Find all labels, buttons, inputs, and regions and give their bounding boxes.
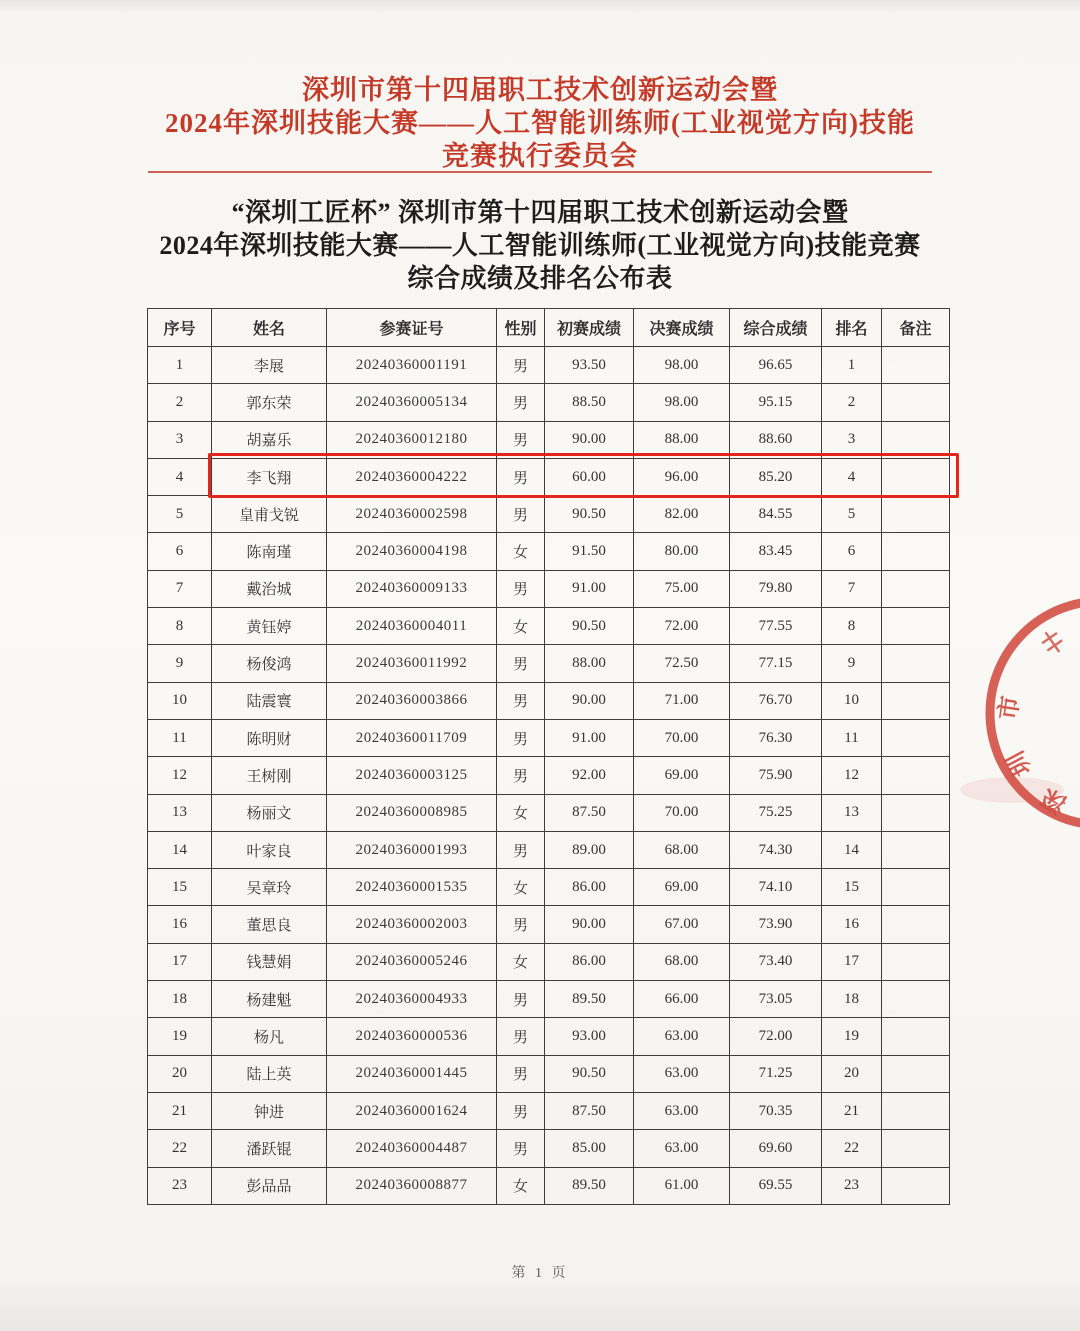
prelim-score-cell: 90.50: [545, 1055, 634, 1092]
letterhead-line-1: 深圳市第十四届职工技术创新运动会暨: [302, 75, 778, 105]
document-title: [0, 196, 1080, 295]
final-score-cell: 67.00: [634, 906, 730, 943]
overall-score-cell: 84.55: [730, 496, 822, 533]
overall-score-cell: 73.40: [730, 943, 822, 980]
gender-cell: 男: [497, 1092, 545, 1129]
overall-score-cell: 70.35: [730, 1092, 822, 1129]
prelim-score-cell: 89.00: [545, 831, 634, 868]
column-header: 姓名: [212, 309, 327, 347]
name-cell: 叶家良: [212, 831, 327, 868]
name-cell: 胡嘉乐: [212, 421, 327, 458]
rank-cell: 9: [822, 645, 882, 682]
prelim-score-cell: 90.50: [545, 496, 634, 533]
column-header: 决赛成绩: [634, 309, 730, 347]
id-cell: 20240360001191: [327, 347, 497, 384]
id-cell: 20240360004487: [327, 1130, 497, 1167]
remark-cell: [882, 608, 950, 645]
remark-cell: [882, 719, 950, 756]
table-header-row: [148, 309, 950, 347]
remark-cell: [882, 384, 950, 421]
remark-cell: [882, 347, 950, 384]
remark-cell: [882, 1092, 950, 1129]
name-cell: 吴章玲: [212, 869, 327, 906]
table-row: [148, 869, 950, 906]
table-row: [148, 1092, 950, 1129]
remark-cell: [882, 1130, 950, 1167]
id-cell: 20240360003125: [327, 757, 497, 794]
prelim-score-cell: 60.00: [545, 458, 634, 495]
final-score-cell: 63.00: [634, 1018, 730, 1055]
prelim-score-cell: 89.50: [545, 981, 634, 1018]
serial-cell: 16: [148, 906, 212, 943]
table-body: [148, 347, 950, 1205]
letterhead: [0, 74, 1080, 173]
table-row: [148, 794, 950, 831]
prelim-score-cell: 86.00: [545, 943, 634, 980]
serial-cell: 20: [148, 1055, 212, 1092]
name-cell: 皇甫戈锐: [212, 496, 327, 533]
title-line-3: 综合成绩及排名公布表: [407, 264, 673, 293]
final-score-cell: 80.00: [634, 533, 730, 570]
id-cell: 20240360001624: [327, 1092, 497, 1129]
gender-cell: 女: [497, 608, 545, 645]
final-score-cell: 68.00: [634, 943, 730, 980]
final-score-cell: 96.00: [634, 458, 730, 495]
remark-cell: [882, 906, 950, 943]
final-score-cell: 63.00: [634, 1130, 730, 1167]
rank-cell: 11: [822, 719, 882, 756]
remark-cell: [882, 794, 950, 831]
serial-cell: 1: [148, 347, 212, 384]
letterhead-line-2: 2024年深圳技能大赛——人工智能训练师(工业视觉方向)技能: [165, 108, 915, 138]
table-row: [148, 1018, 950, 1055]
gender-cell: 男: [497, 981, 545, 1018]
serial-cell: 3: [148, 421, 212, 458]
remark-cell: [882, 757, 950, 794]
id-cell: 20240360012180: [327, 421, 497, 458]
name-cell: 董思良: [212, 906, 327, 943]
rank-cell: 23: [822, 1167, 882, 1204]
table-row: [148, 682, 950, 719]
name-cell: 陈明财: [212, 719, 327, 756]
serial-cell: 12: [148, 757, 212, 794]
serial-cell: 6: [148, 533, 212, 570]
official-stamp: [950, 585, 1080, 845]
gender-cell: 男: [497, 496, 545, 533]
gender-cell: 男: [497, 384, 545, 421]
name-cell: 陆震寰: [212, 682, 327, 719]
serial-cell: 13: [148, 794, 212, 831]
gender-cell: 男: [497, 719, 545, 756]
rank-cell: 15: [822, 869, 882, 906]
table-row: [148, 496, 950, 533]
name-cell: 陈南瑾: [212, 533, 327, 570]
final-score-cell: 63.00: [634, 1092, 730, 1129]
column-header: 参赛证号: [327, 309, 497, 347]
serial-cell: 23: [148, 1167, 212, 1204]
prelim-score-cell: 91.50: [545, 533, 634, 570]
prelim-score-cell: 85.00: [545, 1130, 634, 1167]
serial-cell: 19: [148, 1018, 212, 1055]
gender-cell: 男: [497, 458, 545, 495]
name-cell: 杨凡: [212, 1018, 327, 1055]
rank-cell: 2: [822, 384, 882, 421]
name-cell: 杨建魁: [212, 981, 327, 1018]
rank-cell: 19: [822, 1018, 882, 1055]
table-row: [148, 1167, 950, 1204]
rank-cell: 10: [822, 682, 882, 719]
id-cell: 20240360011992: [327, 645, 497, 682]
name-cell: 杨俊鸿: [212, 645, 327, 682]
stamp-char: 市: [995, 694, 1025, 722]
remark-cell: [882, 496, 950, 533]
prelim-score-cell: 90.50: [545, 608, 634, 645]
gender-cell: 男: [497, 1130, 545, 1167]
serial-cell: 21: [148, 1092, 212, 1129]
overall-score-cell: 95.15: [730, 384, 822, 421]
remark-cell: [882, 645, 950, 682]
rank-cell: 22: [822, 1130, 882, 1167]
id-cell: 20240360011709: [327, 719, 497, 756]
table-row: [148, 608, 950, 645]
gender-cell: 男: [497, 757, 545, 794]
final-score-cell: 69.00: [634, 757, 730, 794]
gender-cell: 女: [497, 943, 545, 980]
name-cell: 潘跃锟: [212, 1130, 327, 1167]
remark-cell: [882, 981, 950, 1018]
rank-cell: 17: [822, 943, 882, 980]
overall-score-cell: 75.25: [730, 794, 822, 831]
title-line-1: “深圳工匠杯” 深圳市第十四届职工技术创新运动会暨: [231, 198, 849, 227]
gender-cell: 男: [497, 645, 545, 682]
prelim-score-cell: 91.00: [545, 570, 634, 607]
overall-score-cell: 79.80: [730, 570, 822, 607]
table-row: [148, 906, 950, 943]
table-row: [148, 1055, 950, 1092]
table-row: [148, 719, 950, 756]
remark-cell: [882, 421, 950, 458]
serial-cell: 10: [148, 682, 212, 719]
rank-cell: 18: [822, 981, 882, 1018]
rank-cell: 7: [822, 570, 882, 607]
gender-cell: 男: [497, 1055, 545, 1092]
table-row: [148, 421, 950, 458]
id-cell: 20240360001993: [327, 831, 497, 868]
gender-cell: 女: [497, 794, 545, 831]
column-header: 性别: [497, 309, 545, 347]
final-score-cell: 98.00: [634, 347, 730, 384]
final-score-cell: 63.00: [634, 1055, 730, 1092]
rank-cell: 21: [822, 1092, 882, 1129]
rank-cell: 1: [822, 347, 882, 384]
letterhead-line-3: 竞赛执行委员会: [442, 141, 638, 171]
final-score-cell: 72.50: [634, 645, 730, 682]
gender-cell: 男: [497, 347, 545, 384]
remark-cell: [882, 831, 950, 868]
remark-cell: [882, 1018, 950, 1055]
remark-cell: [882, 943, 950, 980]
table-row: [148, 1130, 950, 1167]
rank-cell: 16: [822, 906, 882, 943]
remark-cell: [882, 533, 950, 570]
id-cell: 20240360004011: [327, 608, 497, 645]
serial-cell: 14: [148, 831, 212, 868]
column-header: 综合成绩: [730, 309, 822, 347]
gender-cell: 男: [497, 831, 545, 868]
id-cell: 20240360008985: [327, 794, 497, 831]
overall-score-cell: 74.30: [730, 831, 822, 868]
name-cell: 彭品品: [212, 1167, 327, 1204]
name-cell: 黄钰婷: [212, 608, 327, 645]
name-cell: 陆上英: [212, 1055, 327, 1092]
serial-cell: 2: [148, 384, 212, 421]
gender-cell: 男: [497, 570, 545, 607]
column-header: 序号: [148, 309, 212, 347]
overall-score-cell: 83.45: [730, 533, 822, 570]
results-table: [147, 308, 950, 1205]
name-cell: 戴治城: [212, 570, 327, 607]
id-cell: 20240360004933: [327, 981, 497, 1018]
prelim-score-cell: 90.00: [545, 682, 634, 719]
rank-cell: 5: [822, 496, 882, 533]
results-table-wrap: [147, 308, 949, 1205]
name-cell: 钱慧娟: [212, 943, 327, 980]
gender-cell: 男: [497, 1018, 545, 1055]
gender-cell: 男: [497, 421, 545, 458]
id-cell: 20240360005134: [327, 384, 497, 421]
serial-cell: 18: [148, 981, 212, 1018]
table-row: [148, 384, 950, 421]
name-cell: 钟进: [212, 1092, 327, 1129]
remark-cell: [882, 682, 950, 719]
letterhead-divider: [148, 171, 932, 173]
serial-cell: 4: [148, 458, 212, 495]
remark-cell: [882, 458, 950, 495]
final-score-cell: 82.00: [634, 496, 730, 533]
serial-cell: 7: [148, 570, 212, 607]
rank-cell: 20: [822, 1055, 882, 1092]
overall-score-cell: 88.60: [730, 421, 822, 458]
overall-score-cell: 73.05: [730, 981, 822, 1018]
prelim-score-cell: 91.00: [545, 719, 634, 756]
serial-cell: 17: [148, 943, 212, 980]
table-row: [148, 347, 950, 384]
serial-cell: 8: [148, 608, 212, 645]
id-cell: 20240360008877: [327, 1167, 497, 1204]
id-cell: 20240360004198: [327, 533, 497, 570]
table-row: [148, 533, 950, 570]
final-score-cell: 68.00: [634, 831, 730, 868]
prelim-score-cell: 93.00: [545, 1018, 634, 1055]
final-score-cell: 98.00: [634, 384, 730, 421]
overall-score-cell: 73.90: [730, 906, 822, 943]
final-score-cell: 70.00: [634, 719, 730, 756]
overall-score-cell: 76.30: [730, 719, 822, 756]
remark-cell: [882, 869, 950, 906]
final-score-cell: 75.00: [634, 570, 730, 607]
prelim-score-cell: 90.00: [545, 421, 634, 458]
prelim-score-cell: 89.50: [545, 1167, 634, 1204]
rank-cell: 14: [822, 831, 882, 868]
prelim-score-cell: 87.50: [545, 794, 634, 831]
prelim-score-cell: 92.00: [545, 757, 634, 794]
serial-cell: 9: [148, 645, 212, 682]
gender-cell: 女: [497, 1167, 545, 1204]
rank-cell: 4: [822, 458, 882, 495]
id-cell: 20240360003866: [327, 682, 497, 719]
overall-score-cell: 77.55: [730, 608, 822, 645]
name-cell: 郭东荣: [212, 384, 327, 421]
name-cell: 杨丽文: [212, 794, 327, 831]
overall-score-cell: 76.70: [730, 682, 822, 719]
overall-score-cell: 69.60: [730, 1130, 822, 1167]
gender-cell: 女: [497, 869, 545, 906]
id-cell: 20240360002003: [327, 906, 497, 943]
final-score-cell: 88.00: [634, 421, 730, 458]
id-cell: 20240360001445: [327, 1055, 497, 1092]
overall-score-cell: 69.55: [730, 1167, 822, 1204]
remark-cell: [882, 570, 950, 607]
stamp-char: 深: [1037, 782, 1072, 818]
overall-score-cell: 74.10: [730, 869, 822, 906]
final-score-cell: 70.00: [634, 794, 730, 831]
name-cell: 李飞翔: [212, 458, 327, 495]
gender-cell: 男: [497, 682, 545, 719]
table-row: [148, 943, 950, 980]
prelim-score-cell: 90.00: [545, 906, 634, 943]
name-cell: 王树刚: [212, 757, 327, 794]
rank-cell: 3: [822, 421, 882, 458]
table-row: [148, 981, 950, 1018]
page-number: 第 1 页: [511, 1266, 569, 1281]
table-row: [148, 645, 950, 682]
prelim-score-cell: 93.50: [545, 347, 634, 384]
table-row: [148, 831, 950, 868]
overall-score-cell: 75.90: [730, 757, 822, 794]
final-score-cell: 66.00: [634, 981, 730, 1018]
gender-cell: 男: [497, 906, 545, 943]
table-row: [148, 570, 950, 607]
serial-cell: 11: [148, 719, 212, 756]
serial-cell: 22: [148, 1130, 212, 1167]
rank-cell: 12: [822, 757, 882, 794]
rank-cell: 8: [822, 608, 882, 645]
id-cell: 20240360001535: [327, 869, 497, 906]
prelim-score-cell: 87.50: [545, 1092, 634, 1129]
rank-cell: 6: [822, 533, 882, 570]
page-footer: [0, 1262, 1080, 1282]
column-header: 初赛成绩: [545, 309, 634, 347]
overall-score-cell: 96.65: [730, 347, 822, 384]
column-header: 排名: [822, 309, 882, 347]
id-cell: 20240360002598: [327, 496, 497, 533]
prelim-score-cell: 88.00: [545, 645, 634, 682]
table-row: [148, 757, 950, 794]
id-cell: 20240360005246: [327, 943, 497, 980]
title-line-2: 2024年深圳技能大赛——人工智能训练师(工业视觉方向)技能竞赛: [159, 231, 921, 260]
rank-cell: 13: [822, 794, 882, 831]
final-score-cell: 71.00: [634, 682, 730, 719]
overall-score-cell: 77.15: [730, 645, 822, 682]
table-row: [148, 458, 950, 495]
serial-cell: 5: [148, 496, 212, 533]
id-cell: 20240360000536: [327, 1018, 497, 1055]
stamp-partial-glyph: [1038, 627, 1067, 657]
final-score-cell: 69.00: [634, 869, 730, 906]
prelim-score-cell: 88.50: [545, 384, 634, 421]
overall-score-cell: 72.00: [730, 1018, 822, 1055]
remark-cell: [882, 1055, 950, 1092]
gender-cell: 女: [497, 533, 545, 570]
id-cell: 20240360009133: [327, 570, 497, 607]
final-score-cell: 61.00: [634, 1167, 730, 1204]
column-header: 备注: [882, 309, 950, 347]
remark-cell: [882, 1167, 950, 1204]
id-cell: 20240360004222: [327, 458, 497, 495]
stamp-char: 圳: [1002, 746, 1037, 780]
prelim-score-cell: 86.00: [545, 869, 634, 906]
final-score-cell: 72.00: [634, 608, 730, 645]
name-cell: 李展: [212, 347, 327, 384]
overall-score-cell: 85.20: [730, 458, 822, 495]
overall-score-cell: 71.25: [730, 1055, 822, 1092]
serial-cell: 15: [148, 869, 212, 906]
